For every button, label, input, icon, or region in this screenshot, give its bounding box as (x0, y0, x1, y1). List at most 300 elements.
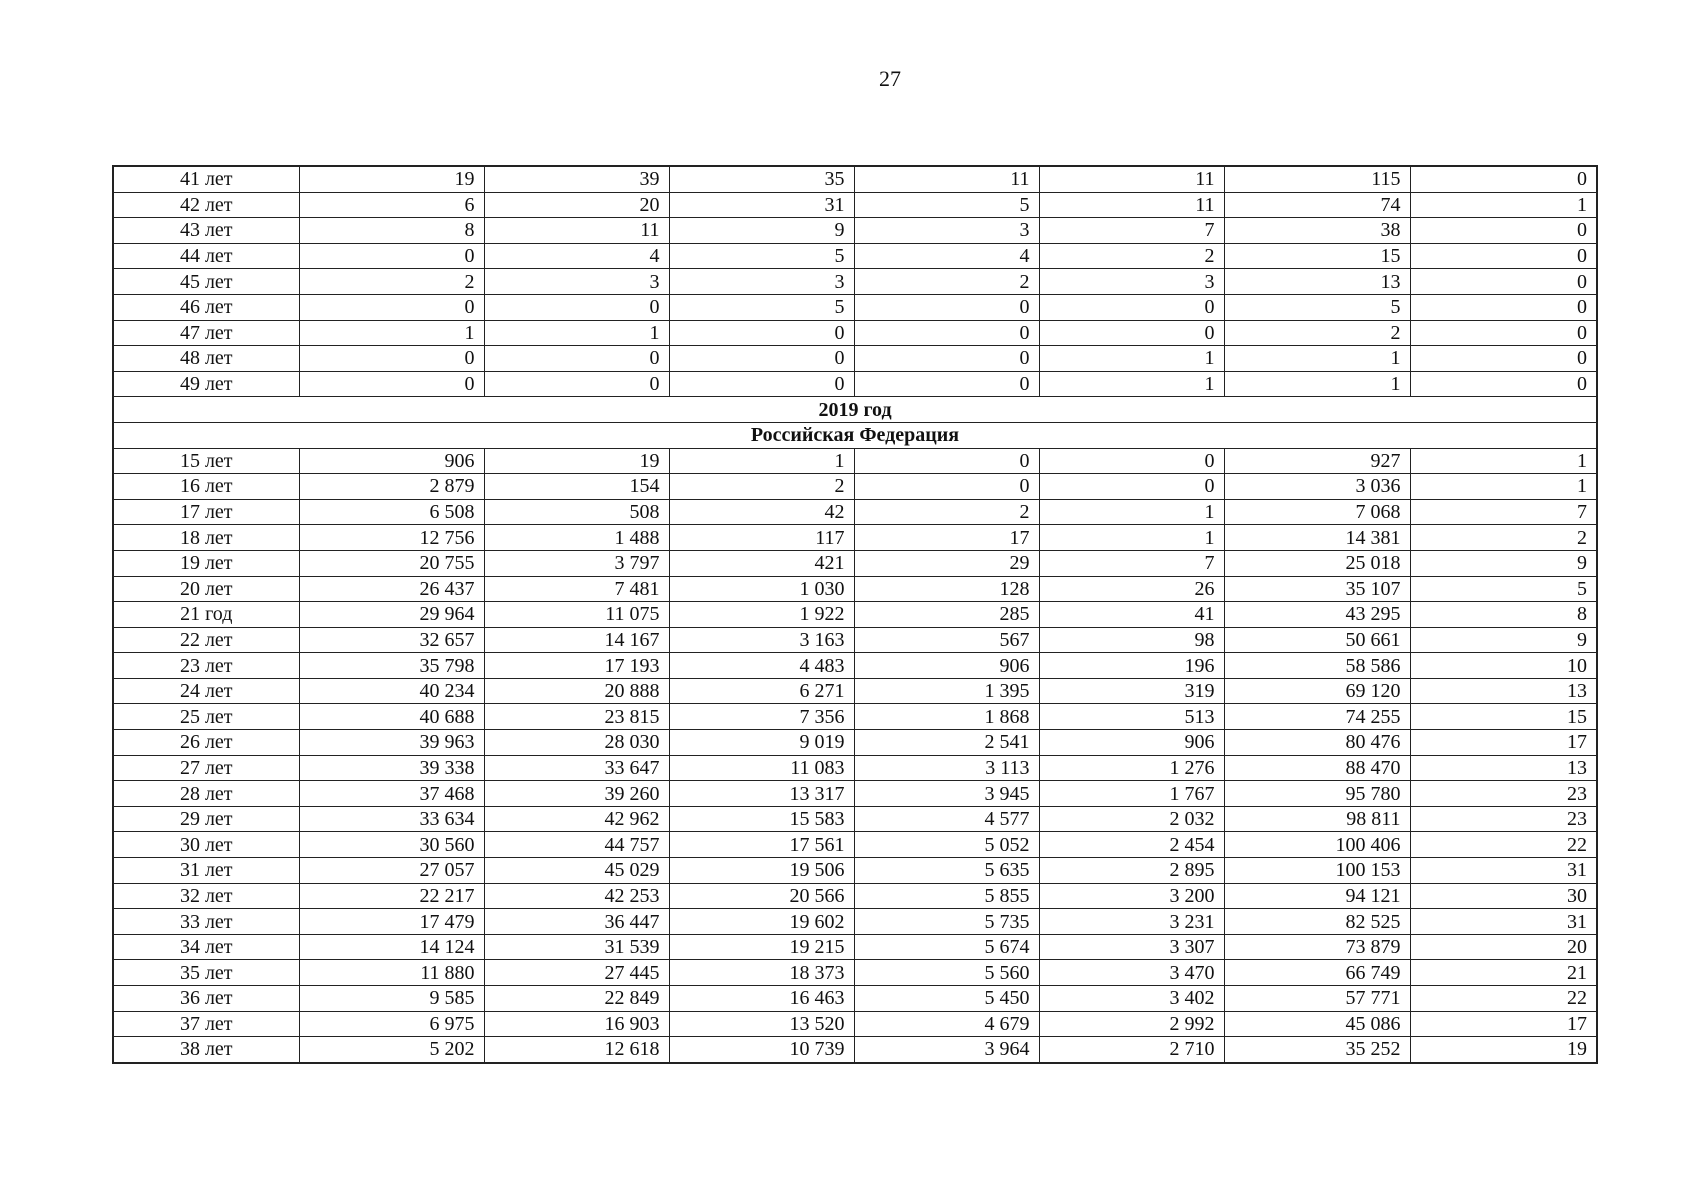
age-cell: 28 лет (113, 781, 299, 807)
value-cell: 4 (484, 243, 669, 269)
value-cell: 7 068 (1224, 499, 1410, 525)
value-cell: 74 (1224, 192, 1410, 218)
value-cell: 22 849 (484, 986, 669, 1012)
value-cell: 1 (1224, 346, 1410, 372)
value-cell: 19 215 (669, 934, 854, 960)
value-cell: 11 083 (669, 755, 854, 781)
value-cell: 128 (854, 576, 1039, 602)
table-row (113, 1011, 1597, 1037)
value-cell: 2 710 (1039, 1037, 1224, 1063)
table-row (113, 550, 1597, 576)
value-cell: 26 437 (299, 576, 484, 602)
value-cell: 3 (669, 269, 854, 295)
age-cell: 44 лет (113, 243, 299, 269)
value-cell: 1 (1410, 474, 1597, 500)
value-cell: 0 (854, 371, 1039, 397)
value-cell: 33 634 (299, 806, 484, 832)
value-cell: 6 271 (669, 678, 854, 704)
value-cell: 20 (1410, 934, 1597, 960)
value-cell: 1 868 (854, 704, 1039, 730)
age-cell: 22 лет (113, 627, 299, 653)
table-row (113, 218, 1597, 244)
value-cell: 44 757 (484, 832, 669, 858)
age-cell: 42 лет (113, 192, 299, 218)
value-cell: 16 903 (484, 1011, 669, 1037)
value-cell: 2 (854, 269, 1039, 295)
value-cell: 17 (1410, 1011, 1597, 1037)
value-cell: 13 520 (669, 1011, 854, 1037)
table-row (113, 474, 1597, 500)
table-row (113, 602, 1597, 628)
value-cell: 1 (1039, 346, 1224, 372)
value-cell: 8 (1410, 602, 1597, 628)
value-cell: 1 (1039, 371, 1224, 397)
age-cell: 47 лет (113, 320, 299, 346)
value-cell: 38 (1224, 218, 1410, 244)
value-cell: 31 (1410, 858, 1597, 884)
value-cell: 5 (1224, 294, 1410, 320)
value-cell: 0 (669, 320, 854, 346)
value-cell: 13 (1410, 755, 1597, 781)
table-row (113, 909, 1597, 935)
value-cell: 21 (1410, 960, 1597, 986)
value-cell: 41 (1039, 602, 1224, 628)
value-cell: 35 252 (1224, 1037, 1410, 1063)
value-cell: 42 253 (484, 883, 669, 909)
value-cell: 9 585 (299, 986, 484, 1012)
value-cell: 2 (1039, 243, 1224, 269)
age-cell: 35 лет (113, 960, 299, 986)
value-cell: 11 (1039, 192, 1224, 218)
value-cell: 5 855 (854, 883, 1039, 909)
value-cell: 45 086 (1224, 1011, 1410, 1037)
value-cell: 12 756 (299, 525, 484, 551)
value-cell: 25 018 (1224, 550, 1410, 576)
value-cell: 6 508 (299, 499, 484, 525)
age-cell: 46 лет (113, 294, 299, 320)
age-cell: 27 лет (113, 755, 299, 781)
value-cell: 3 470 (1039, 960, 1224, 986)
value-cell: 3 231 (1039, 909, 1224, 935)
value-cell: 6 (299, 192, 484, 218)
age-cell: 30 лет (113, 832, 299, 858)
value-cell: 196 (1039, 653, 1224, 679)
value-cell: 9 019 (669, 730, 854, 756)
value-cell: 17 193 (484, 653, 669, 679)
table-row (113, 934, 1597, 960)
age-cell: 16 лет (113, 474, 299, 500)
value-cell: 2 879 (299, 474, 484, 500)
age-cell: 31 лет (113, 858, 299, 884)
value-cell: 18 373 (669, 960, 854, 986)
value-cell: 5 735 (854, 909, 1039, 935)
value-cell: 50 661 (1224, 627, 1410, 653)
age-cell: 19 лет (113, 550, 299, 576)
value-cell: 567 (854, 627, 1039, 653)
value-cell: 4 483 (669, 653, 854, 679)
value-cell: 28 030 (484, 730, 669, 756)
value-cell: 17 (1410, 730, 1597, 756)
value-cell: 0 (1410, 320, 1597, 346)
value-cell: 3 113 (854, 755, 1039, 781)
value-cell: 11 (484, 218, 669, 244)
value-cell: 74 255 (1224, 704, 1410, 730)
value-cell: 1 395 (854, 678, 1039, 704)
value-cell: 45 029 (484, 858, 669, 884)
value-cell: 19 (299, 166, 484, 192)
value-cell: 906 (299, 448, 484, 474)
value-cell: 1 (299, 320, 484, 346)
value-cell: 2 454 (1039, 832, 1224, 858)
value-cell: 26 (1039, 576, 1224, 602)
value-cell: 1 767 (1039, 781, 1224, 807)
value-cell: 0 (1039, 474, 1224, 500)
value-cell: 39 963 (299, 730, 484, 756)
value-cell: 5 (1410, 576, 1597, 602)
value-cell: 0 (484, 294, 669, 320)
value-cell: 0 (299, 371, 484, 397)
age-cell: 18 лет (113, 525, 299, 551)
value-cell: 14 167 (484, 627, 669, 653)
table-row (113, 986, 1597, 1012)
value-cell: 7 (1410, 499, 1597, 525)
value-cell: 19 602 (669, 909, 854, 935)
value-cell: 40 234 (299, 678, 484, 704)
value-cell: 73 879 (1224, 934, 1410, 960)
age-cell: 45 лет (113, 269, 299, 295)
value-cell: 66 749 (1224, 960, 1410, 986)
table-row (113, 781, 1597, 807)
value-cell: 19 (1410, 1037, 1597, 1063)
value-cell: 10 (1410, 653, 1597, 679)
value-cell: 2 895 (1039, 858, 1224, 884)
value-cell: 1 276 (1039, 755, 1224, 781)
value-cell: 0 (1410, 294, 1597, 320)
value-cell: 4 577 (854, 806, 1039, 832)
value-cell: 7 481 (484, 576, 669, 602)
table-row (113, 960, 1597, 986)
value-cell: 2 (1410, 525, 1597, 551)
section-year-heading: 2019 год (113, 397, 1597, 423)
age-cell: 29 лет (113, 806, 299, 832)
value-cell: 27 445 (484, 960, 669, 986)
value-cell: 0 (299, 346, 484, 372)
value-cell: 0 (299, 294, 484, 320)
table-row (113, 243, 1597, 269)
value-cell: 32 657 (299, 627, 484, 653)
value-cell: 117 (669, 525, 854, 551)
value-cell: 23 (1410, 781, 1597, 807)
value-cell: 20 888 (484, 678, 669, 704)
value-cell: 0 (1039, 294, 1224, 320)
page-number: 27 (879, 66, 901, 91)
value-cell: 3 307 (1039, 934, 1224, 960)
value-cell: 95 780 (1224, 781, 1410, 807)
value-cell: 33 647 (484, 755, 669, 781)
value-cell: 88 470 (1224, 755, 1410, 781)
value-cell: 508 (484, 499, 669, 525)
value-cell: 16 463 (669, 986, 854, 1012)
value-cell: 513 (1039, 704, 1224, 730)
value-cell: 319 (1039, 678, 1224, 704)
age-cell: 48 лет (113, 346, 299, 372)
age-cell: 20 лет (113, 576, 299, 602)
age-cell: 24 лет (113, 678, 299, 704)
value-cell: 906 (1039, 730, 1224, 756)
value-cell: 42 (669, 499, 854, 525)
value-cell: 94 121 (1224, 883, 1410, 909)
value-cell: 5 (669, 294, 854, 320)
value-cell: 31 (1410, 909, 1597, 935)
value-cell: 98 (1039, 627, 1224, 653)
age-cell: 36 лет (113, 986, 299, 1012)
value-cell: 17 (854, 525, 1039, 551)
value-cell: 0 (669, 371, 854, 397)
value-cell: 5 450 (854, 986, 1039, 1012)
value-cell: 57 771 (1224, 986, 1410, 1012)
value-cell: 100 406 (1224, 832, 1410, 858)
value-cell: 82 525 (1224, 909, 1410, 935)
value-cell: 17 561 (669, 832, 854, 858)
value-cell: 5 635 (854, 858, 1039, 884)
value-cell: 22 217 (299, 883, 484, 909)
value-cell: 5 202 (299, 1037, 484, 1063)
value-cell: 12 618 (484, 1037, 669, 1063)
table-row (113, 525, 1597, 551)
value-cell: 0 (1039, 448, 1224, 474)
value-cell: 39 338 (299, 755, 484, 781)
table-row (113, 730, 1597, 756)
value-cell: 0 (484, 371, 669, 397)
value-cell: 39 260 (484, 781, 669, 807)
table-row (113, 576, 1597, 602)
value-cell: 35 (669, 166, 854, 192)
table-row (113, 448, 1597, 474)
table-row (113, 806, 1597, 832)
value-cell: 0 (1410, 346, 1597, 372)
value-cell: 9 (669, 218, 854, 244)
value-cell: 7 (1039, 218, 1224, 244)
age-cell: 37 лет (113, 1011, 299, 1037)
table-row (113, 832, 1597, 858)
value-cell: 0 (1410, 371, 1597, 397)
value-cell: 421 (669, 550, 854, 576)
value-cell: 15 583 (669, 806, 854, 832)
age-cell: 32 лет (113, 883, 299, 909)
value-cell: 13 (1410, 678, 1597, 704)
age-cell: 25 лет (113, 704, 299, 730)
value-cell: 5 560 (854, 960, 1039, 986)
value-cell: 19 506 (669, 858, 854, 884)
value-cell: 9 (1410, 627, 1597, 653)
value-cell: 3 945 (854, 781, 1039, 807)
value-cell: 5 (669, 243, 854, 269)
value-cell: 5 674 (854, 934, 1039, 960)
value-cell: 0 (669, 346, 854, 372)
value-cell: 0 (1410, 243, 1597, 269)
value-cell: 8 (299, 218, 484, 244)
value-cell: 2 992 (1039, 1011, 1224, 1037)
value-cell: 19 (484, 448, 669, 474)
section-row-year (113, 397, 1597, 423)
value-cell: 9 (1410, 550, 1597, 576)
value-cell: 15 (1224, 243, 1410, 269)
value-cell: 3 964 (854, 1037, 1039, 1063)
value-cell: 4 679 (854, 1011, 1039, 1037)
value-cell: 31 (669, 192, 854, 218)
value-cell: 27 057 (299, 858, 484, 884)
value-cell: 11 (854, 166, 1039, 192)
value-cell: 285 (854, 602, 1039, 628)
value-cell: 13 317 (669, 781, 854, 807)
value-cell: 2 032 (1039, 806, 1224, 832)
value-cell: 11 (1039, 166, 1224, 192)
value-cell: 1 030 (669, 576, 854, 602)
value-cell: 30 (1410, 883, 1597, 909)
value-cell: 7 356 (669, 704, 854, 730)
table-row (113, 1037, 1597, 1063)
value-cell: 0 (299, 243, 484, 269)
value-cell: 3 (854, 218, 1039, 244)
table-row (113, 704, 1597, 730)
value-cell: 1 (1039, 525, 1224, 551)
value-cell: 23 815 (484, 704, 669, 730)
value-cell: 0 (854, 346, 1039, 372)
table-row (113, 653, 1597, 679)
table-row (113, 883, 1597, 909)
age-cell: 41 лет (113, 166, 299, 192)
value-cell: 22 (1410, 832, 1597, 858)
value-cell: 0 (484, 346, 669, 372)
value-cell: 6 975 (299, 1011, 484, 1037)
value-cell: 20 755 (299, 550, 484, 576)
data-table (112, 165, 1598, 1064)
value-cell: 5 052 (854, 832, 1039, 858)
value-cell: 37 468 (299, 781, 484, 807)
value-cell: 0 (1410, 269, 1597, 295)
age-cell: 23 лет (113, 653, 299, 679)
value-cell: 3 (484, 269, 669, 295)
age-cell: 43 лет (113, 218, 299, 244)
section-row-region (113, 422, 1597, 448)
value-cell: 906 (854, 653, 1039, 679)
value-cell: 1 488 (484, 525, 669, 551)
value-cell: 29 964 (299, 602, 484, 628)
value-cell: 35 798 (299, 653, 484, 679)
value-cell: 3 163 (669, 627, 854, 653)
value-cell: 0 (1039, 320, 1224, 346)
value-cell: 13 (1224, 269, 1410, 295)
table-row (113, 192, 1597, 218)
value-cell: 3 797 (484, 550, 669, 576)
value-cell: 0 (854, 474, 1039, 500)
table-row (113, 755, 1597, 781)
value-cell: 35 107 (1224, 576, 1410, 602)
value-cell: 11 880 (299, 960, 484, 986)
value-cell: 80 476 (1224, 730, 1410, 756)
table-row (113, 499, 1597, 525)
value-cell: 30 560 (299, 832, 484, 858)
value-cell: 10 739 (669, 1037, 854, 1063)
value-cell: 7 (1039, 550, 1224, 576)
value-cell: 14 124 (299, 934, 484, 960)
table-row (113, 627, 1597, 653)
age-cell: 49 лет (113, 371, 299, 397)
value-cell: 1 922 (669, 602, 854, 628)
value-cell: 40 688 (299, 704, 484, 730)
table-row (113, 346, 1597, 372)
age-cell: 38 лет (113, 1037, 299, 1063)
value-cell: 115 (1224, 166, 1410, 192)
value-cell: 1 (484, 320, 669, 346)
value-cell: 2 (1224, 320, 1410, 346)
value-cell: 3 (1039, 269, 1224, 295)
table-row (113, 294, 1597, 320)
value-cell: 5 (854, 192, 1039, 218)
value-cell: 31 539 (484, 934, 669, 960)
value-cell: 98 811 (1224, 806, 1410, 832)
value-cell: 154 (484, 474, 669, 500)
age-cell: 17 лет (113, 499, 299, 525)
value-cell: 42 962 (484, 806, 669, 832)
table-row (113, 371, 1597, 397)
value-cell: 36 447 (484, 909, 669, 935)
value-cell: 15 (1410, 704, 1597, 730)
value-cell: 0 (1410, 218, 1597, 244)
value-cell: 14 381 (1224, 525, 1410, 551)
value-cell: 3 402 (1039, 986, 1224, 1012)
value-cell: 2 (854, 499, 1039, 525)
value-cell: 69 120 (1224, 678, 1410, 704)
value-cell: 100 153 (1224, 858, 1410, 884)
value-cell: 17 479 (299, 909, 484, 935)
value-cell: 3 200 (1039, 883, 1224, 909)
table-row (113, 166, 1597, 192)
value-cell: 58 586 (1224, 653, 1410, 679)
value-cell: 43 295 (1224, 602, 1410, 628)
age-cell: 34 лет (113, 934, 299, 960)
value-cell: 1 (1039, 499, 1224, 525)
table-row (113, 269, 1597, 295)
value-cell: 0 (854, 448, 1039, 474)
value-cell: 22 (1410, 986, 1597, 1012)
value-cell: 29 (854, 550, 1039, 576)
value-cell: 1 (1410, 192, 1597, 218)
age-cell: 15 лет (113, 448, 299, 474)
value-cell: 23 (1410, 806, 1597, 832)
value-cell: 1 (669, 448, 854, 474)
table-row (113, 320, 1597, 346)
value-cell: 11 075 (484, 602, 669, 628)
age-cell: 26 лет (113, 730, 299, 756)
value-cell: 2 (299, 269, 484, 295)
value-cell: 20 566 (669, 883, 854, 909)
age-cell: 21 год (113, 602, 299, 628)
value-cell: 927 (1224, 448, 1410, 474)
value-cell: 1 (1410, 448, 1597, 474)
value-cell: 0 (854, 320, 1039, 346)
table-row (113, 678, 1597, 704)
table-body (113, 166, 1597, 1063)
table-row (113, 858, 1597, 884)
value-cell: 2 541 (854, 730, 1039, 756)
value-cell: 1 (1224, 371, 1410, 397)
value-cell: 0 (854, 294, 1039, 320)
value-cell: 2 (669, 474, 854, 500)
age-cell: 33 лет (113, 909, 299, 935)
value-cell: 39 (484, 166, 669, 192)
value-cell: 3 036 (1224, 474, 1410, 500)
